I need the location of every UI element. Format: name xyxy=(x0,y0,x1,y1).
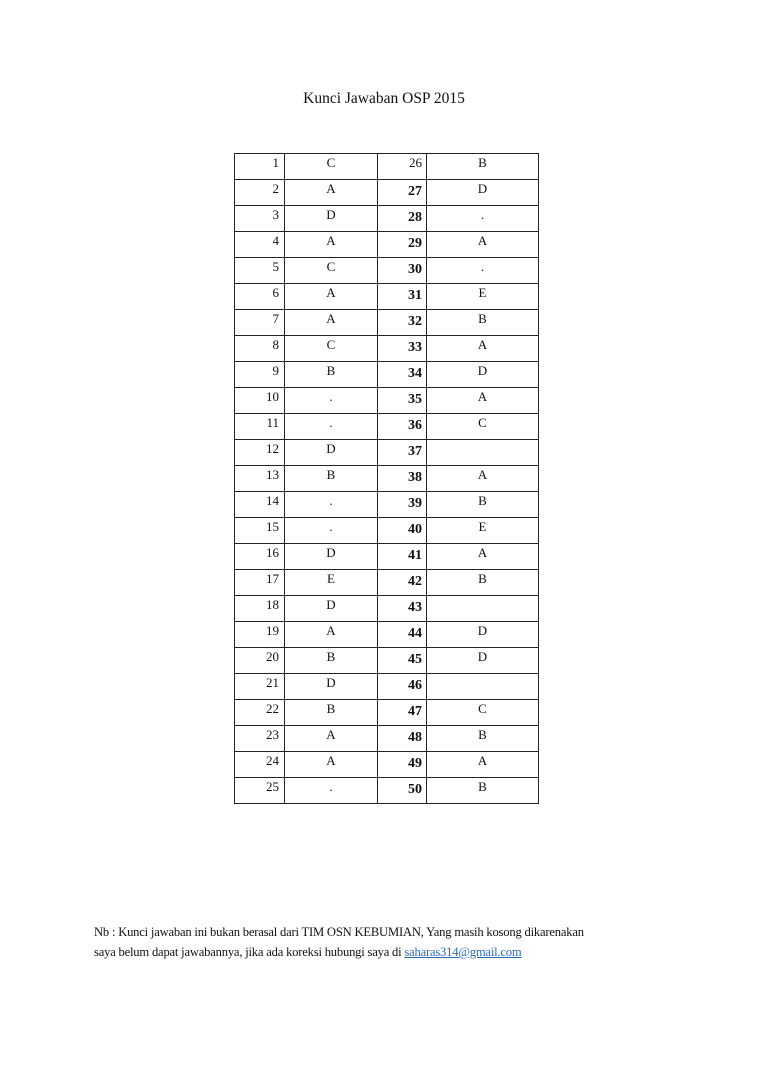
question-number: 9 xyxy=(235,362,285,388)
question-number-text: 39 xyxy=(408,496,422,511)
table-row xyxy=(235,596,539,622)
question-number xyxy=(378,466,427,492)
table-row xyxy=(235,154,539,180)
question-number xyxy=(378,258,427,284)
table-row xyxy=(235,700,539,726)
question-number: 17 xyxy=(235,570,285,596)
answer-cell: B xyxy=(285,466,378,492)
table-row xyxy=(235,570,539,596)
answer-cell: . xyxy=(427,258,539,284)
answer-cell: . xyxy=(427,206,539,232)
table-row xyxy=(235,232,539,258)
footnote xyxy=(94,922,694,962)
table-row xyxy=(235,440,539,466)
answer-cell: A xyxy=(285,752,378,778)
question-number-text: 49 xyxy=(408,756,422,771)
answer-cell: A xyxy=(285,622,378,648)
question-number: 13 xyxy=(235,466,285,492)
footnote-line-2 xyxy=(94,942,694,962)
question-number-text: 43 xyxy=(408,600,422,615)
table-row xyxy=(235,336,539,362)
table-row xyxy=(235,648,539,674)
answer-cell: E xyxy=(427,518,539,544)
answer-cell: B xyxy=(285,648,378,674)
answer-cell: . xyxy=(285,492,378,518)
answer-cell: A xyxy=(427,544,539,570)
question-number: 12 xyxy=(235,440,285,466)
question-number xyxy=(378,648,427,674)
answer-key-table xyxy=(234,153,539,804)
table-row xyxy=(235,362,539,388)
question-number: 6 xyxy=(235,284,285,310)
answer-cell: A xyxy=(427,466,539,492)
answer-cell: B xyxy=(427,310,539,336)
answer-cell: . xyxy=(285,518,378,544)
question-number-text: 48 xyxy=(408,730,422,745)
question-number xyxy=(378,206,427,232)
question-number xyxy=(378,570,427,596)
answer-cell: A xyxy=(285,180,378,206)
question-number: 25 xyxy=(235,778,285,804)
table-row xyxy=(235,778,539,804)
answer-cell: A xyxy=(285,310,378,336)
answer-key-body xyxy=(235,154,539,804)
question-number: 15 xyxy=(235,518,285,544)
question-number: 24 xyxy=(235,752,285,778)
question-number-text: 46 xyxy=(408,678,422,693)
answer-cell: C xyxy=(427,414,539,440)
question-number xyxy=(378,544,427,570)
answer-cell xyxy=(427,674,539,700)
table-row xyxy=(235,180,539,206)
question-number: 26 xyxy=(378,154,427,180)
answer-cell: E xyxy=(285,570,378,596)
table-row xyxy=(235,206,539,232)
footnote-line-1: Nb : Kunci jawaban ini bukan berasal dari TIM OSN KEBUMIAN, Yang masih kosong dikarenakan xyxy=(94,925,584,939)
question-number-text: 45 xyxy=(408,652,422,667)
answer-cell: B xyxy=(427,778,539,804)
question-number-text: 33 xyxy=(408,340,422,355)
answer-cell xyxy=(427,440,539,466)
document-title: Kunci Jawaban OSP 2015 xyxy=(303,90,465,107)
answer-cell: C xyxy=(285,154,378,180)
answer-cell: C xyxy=(285,258,378,284)
table-row xyxy=(235,726,539,752)
question-number xyxy=(378,622,427,648)
question-number-text: 40 xyxy=(408,522,422,537)
answer-cell: D xyxy=(427,648,539,674)
answer-cell: A xyxy=(427,388,539,414)
question-number-text: 29 xyxy=(408,236,422,251)
answer-cell: A xyxy=(427,336,539,362)
question-number xyxy=(378,284,427,310)
question-number: 4 xyxy=(235,232,285,258)
answer-cell: B xyxy=(427,570,539,596)
question-number: 21 xyxy=(235,674,285,700)
question-number xyxy=(378,180,427,206)
question-number: 14 xyxy=(235,492,285,518)
question-number-text: 41 xyxy=(408,548,422,563)
question-number xyxy=(378,362,427,388)
question-number: 7 xyxy=(235,310,285,336)
table-row xyxy=(235,258,539,284)
question-number: 1 xyxy=(235,154,285,180)
question-number xyxy=(378,336,427,362)
answer-cell: A xyxy=(285,726,378,752)
question-number: 20 xyxy=(235,648,285,674)
answer-cell: . xyxy=(285,414,378,440)
answer-cell: B xyxy=(427,492,539,518)
answer-cell: C xyxy=(285,336,378,362)
question-number: 5 xyxy=(235,258,285,284)
question-number: 22 xyxy=(235,700,285,726)
question-number-text: 30 xyxy=(408,262,422,277)
table-row xyxy=(235,492,539,518)
answer-cell: B xyxy=(427,726,539,752)
question-number xyxy=(378,310,427,336)
question-number-text: 32 xyxy=(408,314,422,329)
question-number: 2 xyxy=(235,180,285,206)
question-number: 10 xyxy=(235,388,285,414)
answer-cell: D xyxy=(427,362,539,388)
question-number: 18 xyxy=(235,596,285,622)
answer-cell: . xyxy=(285,388,378,414)
question-number xyxy=(378,388,427,414)
question-number-text: 28 xyxy=(408,210,422,225)
question-number xyxy=(378,518,427,544)
question-number-text: 38 xyxy=(408,470,422,485)
table-row xyxy=(235,752,539,778)
table-row xyxy=(235,518,539,544)
answer-cell: C xyxy=(427,700,539,726)
question-number xyxy=(378,440,427,466)
table-row xyxy=(235,414,539,440)
question-number-text: 27 xyxy=(408,184,422,199)
answer-cell: D xyxy=(427,622,539,648)
answer-cell: A xyxy=(285,284,378,310)
table-row xyxy=(235,310,539,336)
question-number-text: 36 xyxy=(408,418,422,433)
answer-cell: A xyxy=(427,752,539,778)
question-number: 3 xyxy=(235,206,285,232)
question-number xyxy=(378,596,427,622)
answer-cell: E xyxy=(427,284,539,310)
answer-cell: B xyxy=(285,362,378,388)
question-number-text: 44 xyxy=(408,626,422,641)
table-row xyxy=(235,544,539,570)
answer-cell: B xyxy=(285,700,378,726)
question-number xyxy=(378,674,427,700)
question-number xyxy=(378,700,427,726)
question-number: 16 xyxy=(235,544,285,570)
answer-cell: D xyxy=(427,180,539,206)
question-number-text: 35 xyxy=(408,392,422,407)
question-number xyxy=(378,778,427,804)
answer-cell: D xyxy=(285,674,378,700)
question-number xyxy=(378,752,427,778)
question-number-text: 37 xyxy=(408,444,422,459)
answer-cell: A xyxy=(427,232,539,258)
table-row xyxy=(235,284,539,310)
answer-cell: . xyxy=(285,778,378,804)
answer-cell: D xyxy=(285,596,378,622)
answer-cell: D xyxy=(285,206,378,232)
question-number: 11 xyxy=(235,414,285,440)
answer-cell: B xyxy=(427,154,539,180)
table-row xyxy=(235,466,539,492)
email-link[interactable]: saharas314@gmail.com xyxy=(404,945,522,959)
footnote-line-2-text: saya belum dapat jawabannya, jika ada koreksi hubungi saya di xyxy=(94,945,405,959)
question-number: 19 xyxy=(235,622,285,648)
question-number xyxy=(378,726,427,752)
question-number-text: 34 xyxy=(408,366,422,381)
table-row xyxy=(235,622,539,648)
question-number xyxy=(378,414,427,440)
question-number: 23 xyxy=(235,726,285,752)
question-number: 8 xyxy=(235,336,285,362)
answer-cell xyxy=(427,596,539,622)
table-row xyxy=(235,674,539,700)
question-number-text: 50 xyxy=(408,782,422,797)
table-row xyxy=(235,388,539,414)
question-number xyxy=(378,492,427,518)
question-number-text: 47 xyxy=(408,704,422,719)
answer-cell: A xyxy=(285,232,378,258)
question-number-text: 31 xyxy=(408,288,422,303)
answer-cell: D xyxy=(285,440,378,466)
question-number xyxy=(378,232,427,258)
answer-cell: D xyxy=(285,544,378,570)
question-number-text: 42 xyxy=(408,574,422,589)
